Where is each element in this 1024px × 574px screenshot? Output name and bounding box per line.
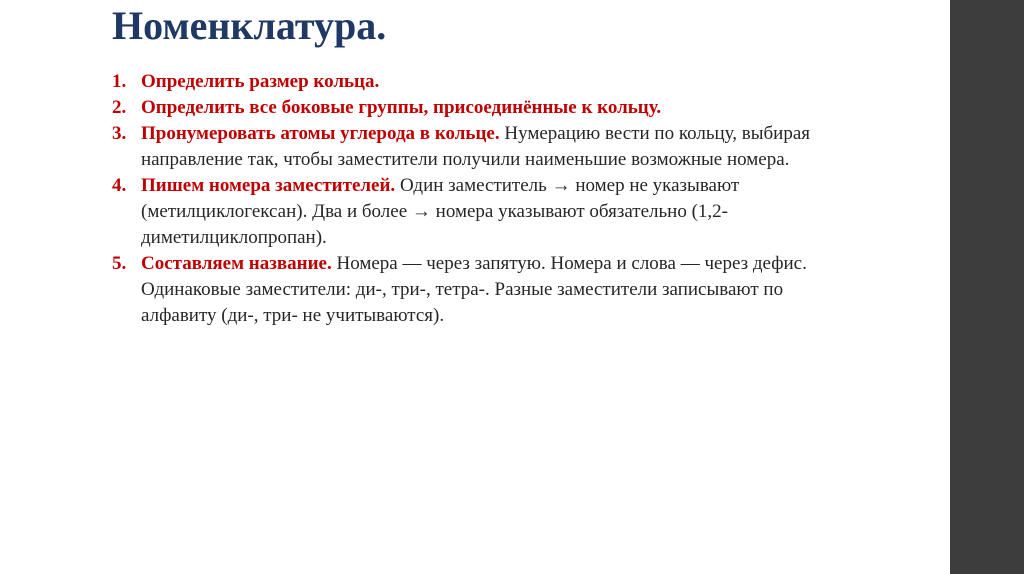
item-text: Один заместитель → номер не указывают (метилциклогексан). Два и более → номера указывают обязательно (1,2-диметилциклопропан). — [141, 175, 740, 248]
item-highlight: Определить все боковые группы, присоединённые к кольцу. — [141, 97, 662, 118]
item-number: 2. — [112, 97, 127, 118]
item-text: Номера — через запятую. Номера и слова — через дефис. Одинаковые заместители: ди-, три-, тетра-. Разные заместители записывают по алфавиту (ди-, три- не учитываются). — [141, 253, 807, 326]
item-highlight: Пронумеровать атомы углерода в кольце. — [141, 123, 500, 144]
item-number: 1. — [112, 71, 127, 92]
list-item — [112, 69, 832, 95]
item-number: 5. — [112, 253, 127, 274]
item-text: Нумерацию вести по кольцу, выбирая направление так, чтобы заместители получили наименьшие возможные номера. — [141, 123, 811, 170]
list-item — [112, 173, 832, 251]
steps-list — [112, 69, 832, 329]
right-side-bar — [950, 0, 1024, 574]
item-highlight: Составляем название. — [141, 253, 332, 274]
slide-title: Номенклатура. — [112, 3, 387, 48]
item-highlight: Определить размер кольца. — [141, 71, 380, 92]
item-number: 4. — [112, 175, 127, 196]
list-item — [112, 95, 832, 121]
list-item — [112, 251, 832, 329]
item-highlight: Пишем номера заместителей. — [141, 175, 396, 196]
item-number: 3. — [112, 123, 127, 144]
list-item — [112, 121, 832, 173]
